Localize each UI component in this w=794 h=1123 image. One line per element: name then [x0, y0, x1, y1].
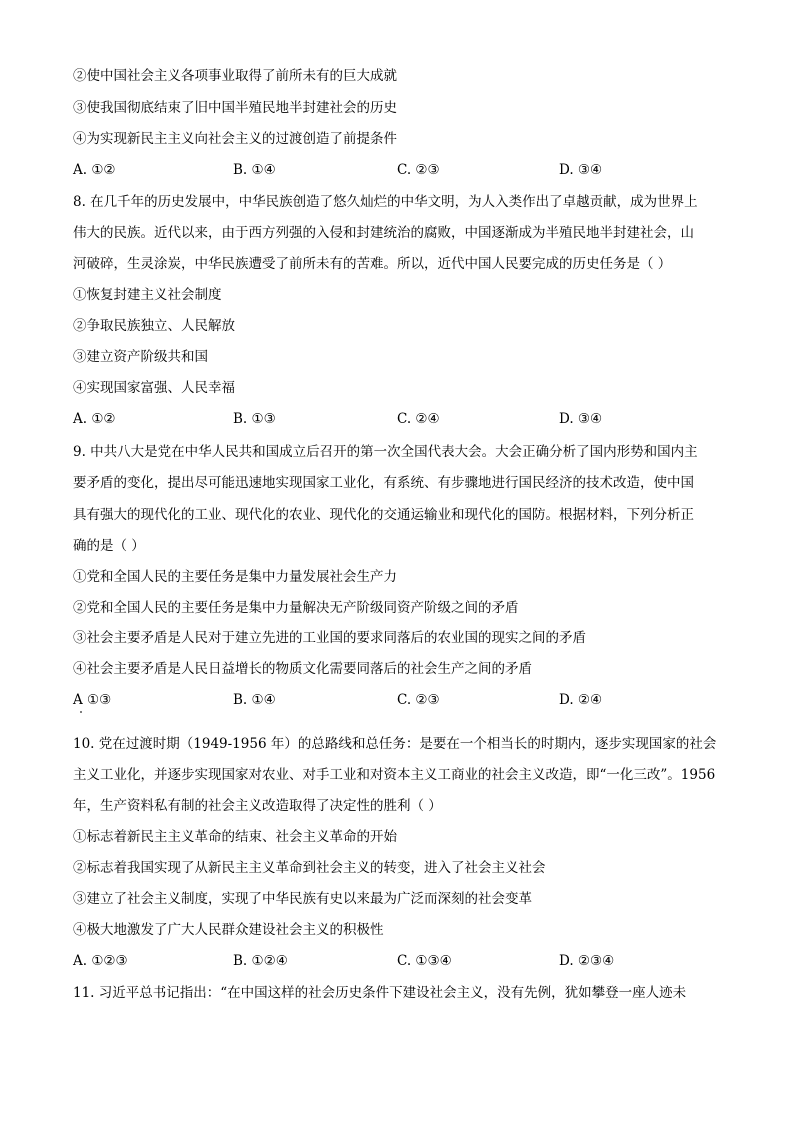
q11-stem-line-1: 11. 习近平总书记指出：“在中国这样的社会历史条件下建设社会主义，没有先例，犹如攀登一座人迹未: [73, 985, 687, 1001]
q8-statement-3: ③建立资产阶级共和国: [73, 349, 208, 365]
q10-option-a: A. ①②③: [73, 953, 128, 969]
q9-statement-3: ③社会主要矛盾是人民对于建立先进的工业国的要求同落后的农业国的现实之间的矛盾: [73, 630, 586, 646]
q7-option-c: C. ②③: [397, 162, 440, 178]
q8-stem-line-2: 伟大的民族。近代以来，由于西方列强的入侵和封建统治的腐败，中国逐渐成为半殖民地半封建社会，山: [73, 225, 694, 241]
q9-option-d: D. ②④: [559, 692, 603, 708]
q8-options: [73, 409, 723, 429]
stray-mark: [80, 711, 82, 713]
q9-statement-1: ①党和全国人民的主要任务是集中力量发展社会生产力: [73, 569, 397, 585]
q8-stem-line-3: 河破碎，生灵涂炭，中华民族遭受了前所未有的苦难。所以，近代中国人民要完成的历史任务是（ ）: [73, 256, 672, 272]
q8-option-c: C. ②④: [397, 411, 440, 427]
q8-statement-4: ④实现国家富强、人民幸福: [73, 380, 235, 396]
q9-statement-2: ②党和全国人民的主要任务是集中力量解决无产阶级同资产阶级之间的矛盾: [73, 600, 519, 616]
q10-statement-2: ②标志着我国实现了从新民主主义革命到社会主义的转变，进入了社会主义社会: [73, 860, 546, 876]
q8-statement-2: ②争取民族独立、人民解放: [73, 318, 235, 334]
q9-stem-line-3: 具有强大的现代化的工业、现代化的农业、现代化的交通运输业和现代化的国防。根据材料，下列分析正: [73, 507, 694, 523]
q8-option-b: B. ①③: [233, 411, 276, 427]
q10-statement-4: ④极大地激发了广大人民群众建设社会主义的积极性: [73, 922, 384, 938]
q10-stem-line-3: 年，生产资料私有制的社会主义改造取得了决定性的胜利（ ）: [73, 798, 442, 814]
q7-option-d: D. ③④: [559, 162, 603, 178]
q7-options: [73, 160, 723, 180]
q8-statement-1: ①恢复封建主义社会制度: [73, 287, 222, 303]
q10-stem-line-1: 10. 党在过渡时期（1949-1956 年）的总路线和总任务：是要在一个相当长的时期内，逐步实现国家的社会: [73, 736, 717, 752]
q7-option-a: A. ①②: [73, 162, 116, 178]
q10-option-d: D. ②③④: [559, 953, 615, 969]
q10-options: [73, 951, 723, 971]
q9-stem-line-2: 要矛盾的变化，提出尽可能迅速地实现国家工业化，有系统、有步骤地进行国民经济的技术改造，使中国: [73, 475, 694, 491]
q10-option-b: B. ①②④: [233, 953, 288, 969]
q10-option-c: C. ①③④: [397, 953, 452, 969]
q8-option-d: D. ③④: [559, 411, 603, 427]
q9-stem-line-1: 9. 中共八大是党在中华人民共和国成立后召开的第一次全国代表大会。大会正确分析了国内形势和国内主: [73, 444, 698, 460]
q7-statement-3: ③使我国彻底结束了旧中国半殖民地半封建社会的历史: [73, 100, 397, 116]
q9-option-c: C. ②③: [397, 692, 440, 708]
q7-statement-4: ④为实现新民主主义向社会主义的过渡创造了前提条件: [73, 131, 397, 147]
q10-statement-1: ①标志着新民主主义革命的结束、社会主义革命的开始: [73, 829, 397, 845]
q9-stem-line-4: 确的是（ ）: [73, 538, 145, 554]
q7-option-b: B. ①④: [233, 162, 276, 178]
q7-statement-2: ②使中国社会主义各项事业取得了前所未有的巨大成就: [73, 68, 397, 84]
q9-statement-4: ④社会主要矛盾是人民日益增长的物质文化需要同落后的社会生产之间的矛盾: [73, 661, 532, 677]
q10-stem-line-2: 主义工业化，并逐步实现国家对农业、对手工业和对资本主义工商业的社会主义改造，即“一化三改”。1956: [73, 767, 716, 783]
q8-option-a: A. ①②: [73, 411, 116, 427]
q9-options: [73, 690, 723, 710]
q9-option-b: B. ①④: [233, 692, 276, 708]
q9-option-a: A ①③: [73, 692, 112, 708]
q10-statement-3: ③建立了社会主义制度，实现了中华民族有史以来最为广泛而深刻的社会变革: [73, 891, 532, 907]
q8-stem-line-1: 8. 在几千年的历史发展中，中华民族创造了悠久灿烂的中华文明，为人入类作出了卓越贡献，成为世界上: [73, 194, 698, 210]
